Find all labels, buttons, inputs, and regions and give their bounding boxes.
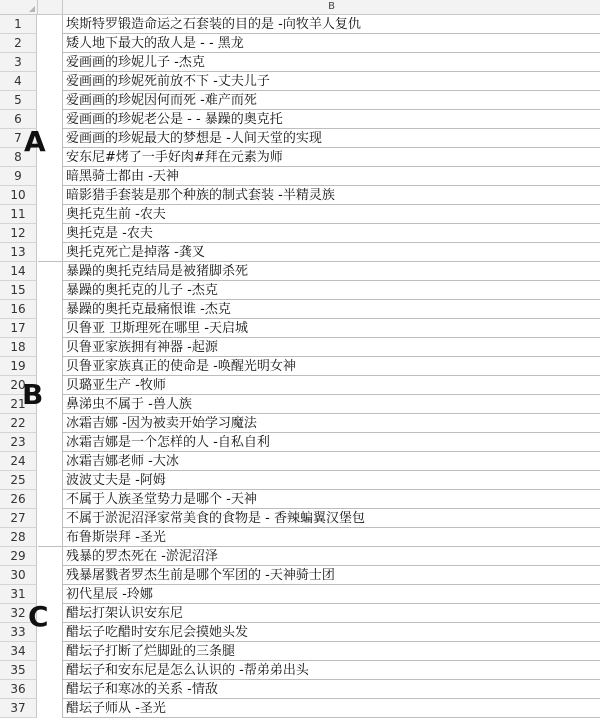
cell-a[interactable]: [38, 262, 63, 281]
cell-b[interactable]: 奥托克是 -农夫: [63, 224, 600, 243]
group-label-b: B: [22, 378, 44, 411]
row-number[interactable]: 22: [0, 414, 37, 433]
cell-a[interactable]: [38, 471, 63, 490]
row-number[interactable]: 31: [0, 585, 37, 604]
cell-a[interactable]: [38, 338, 63, 357]
row-number[interactable]: 20: [0, 376, 37, 395]
row-number[interactable]: 1: [0, 15, 37, 34]
cell-b[interactable]: 暗黑骑士都由 -天神: [63, 167, 600, 186]
cell-b[interactable]: 布鲁斯崇拜 -圣光: [63, 528, 600, 547]
column-header-b[interactable]: B: [328, 1, 335, 12]
row-number[interactable]: 37: [0, 699, 37, 718]
cell-a[interactable]: [38, 642, 63, 661]
cell-b[interactable]: 贝鲁亚家族拥有神器 -起源: [63, 338, 600, 357]
cell-a[interactable]: [38, 357, 63, 376]
row-number[interactable]: 6: [0, 110, 37, 129]
row-number[interactable]: 11: [0, 205, 37, 224]
cell-a[interactable]: [38, 53, 63, 72]
cell-b[interactable]: 不属于人族圣堂势力是哪个 -天神: [63, 490, 600, 509]
cell-b[interactable]: 暴躁的奥托克最痛恨谁 -杰克: [63, 300, 600, 319]
row-number[interactable]: 23: [0, 433, 37, 452]
row-number[interactable]: 28: [0, 528, 37, 547]
row-number[interactable]: 29: [0, 547, 37, 566]
cell-b[interactable]: 暗影猎手套装是那个种族的制式套装 -半精灵族: [63, 186, 600, 205]
cell-b[interactable]: 醋坛子和寒冰的关系 -情敌: [63, 680, 600, 699]
cell-a[interactable]: [38, 528, 63, 547]
cell-a[interactable]: [38, 680, 63, 699]
cell-b[interactable]: 贝鲁亚家族真正的使命是 -唤醒光明女神: [63, 357, 600, 376]
row-number[interactable]: 15: [0, 281, 37, 300]
cell-b[interactable]: 贝璐亚生产 -牧师: [63, 376, 600, 395]
cell-b[interactable]: 爱画画的珍妮老公是 - - 暴躁的奥克托: [63, 110, 600, 129]
cell-b[interactable]: 醋坛子师从 -圣光: [63, 699, 600, 718]
cell-b[interactable]: 不属于淤泥沼泽家常美食的食物是 - 香辣蝙翼汉堡包: [63, 509, 600, 528]
cell-a[interactable]: [38, 452, 63, 471]
row-number[interactable]: 19: [0, 357, 37, 376]
cell-b[interactable]: 冰霜吉娜是一个怎样的人 -自私自利: [63, 433, 600, 452]
cell-b[interactable]: 残暴屠戮者罗杰生前是哪个军团的 -天神骑士团: [63, 566, 600, 585]
row-number[interactable]: 4: [0, 72, 37, 91]
select-all-corner[interactable]: [0, 0, 38, 14]
cell-a[interactable]: [38, 547, 63, 566]
cell-a[interactable]: [38, 319, 63, 338]
row-number[interactable]: 17: [0, 319, 37, 338]
cell-b[interactable]: 醋坛子打断了烂脚趾的三条腿: [63, 642, 600, 661]
row-number[interactable]: 9: [0, 167, 37, 186]
cell-b[interactable]: 冰霜吉娜 -因为被卖开始学习魔法: [63, 414, 600, 433]
row-number[interactable]: 14: [0, 262, 37, 281]
row-number[interactable]: 35: [0, 661, 37, 680]
cell-b[interactable]: 矮人地下最大的敌人是 - - 黑龙: [63, 34, 600, 53]
cell-a[interactable]: [38, 243, 63, 262]
cell-b[interactable]: 奥托克死亡是掉落 -龚叉: [63, 243, 600, 262]
row-number[interactable]: 5: [0, 91, 37, 110]
row-number[interactable]: 33: [0, 623, 37, 642]
row-number[interactable]: 7: [0, 129, 37, 148]
row-number[interactable]: 26: [0, 490, 37, 509]
cell-b[interactable]: 爱画画的珍妮死前放不下 -丈夫儿子: [63, 72, 600, 91]
group-label-c: C: [28, 600, 49, 633]
row-number[interactable]: 34: [0, 642, 37, 661]
cell-b[interactable]: 安东尼#烤了一手好肉#拜在元素为师: [63, 148, 600, 167]
select-all-triangle-icon: [29, 6, 35, 12]
row-number[interactable]: 12: [0, 224, 37, 243]
cell-a[interactable]: [38, 509, 63, 528]
cell-a[interactable]: [38, 34, 63, 53]
cell-a[interactable]: [38, 224, 63, 243]
row-number[interactable]: 18: [0, 338, 37, 357]
cell-b[interactable]: 贝鲁亚 卫斯理死在哪里 -天启城: [63, 319, 600, 338]
cell-b[interactable]: 冰霜吉娜老师 -大冰: [63, 452, 600, 471]
cell-b[interactable]: 醋坛打架认识安东尼: [63, 604, 600, 623]
cell-a[interactable]: [38, 91, 63, 110]
cell-b[interactable]: 醋坛子和安东尼是怎么认识的 -帮弟弟出头: [63, 661, 600, 680]
row-number[interactable]: 8: [0, 148, 37, 167]
cell-a[interactable]: [38, 72, 63, 91]
row-number[interactable]: 30: [0, 566, 37, 585]
cell-b[interactable]: 爱画画的珍妮因何而死 -难产而死: [63, 91, 600, 110]
cell-a[interactable]: [38, 205, 63, 224]
cell-a[interactable]: [38, 186, 63, 205]
cell-b[interactable]: 爱画画的珍妮最大的梦想是 -人间天堂的实现: [63, 129, 600, 148]
cell-b[interactable]: 波波丈夫是 -阿姆: [63, 471, 600, 490]
cell-b[interactable]: 鼻涕虫不属于 -兽人族: [63, 395, 600, 414]
cell-a[interactable]: [38, 281, 63, 300]
cell-a[interactable]: [38, 167, 63, 186]
cell-b[interactable]: 奥托克生前 -农夫: [63, 205, 600, 224]
cell-b[interactable]: 暴躁的奥托克的儿子 -杰克: [63, 281, 600, 300]
cell-b[interactable]: 埃斯特罗锻造命运之石套装的目的是 -向牧羊人复仇: [63, 15, 600, 34]
row-number[interactable]: 27: [0, 509, 37, 528]
merged-cell-border: [38, 546, 64, 547]
cell-a[interactable]: [38, 300, 63, 319]
row-number[interactable]: 32: [0, 604, 37, 623]
cell-b[interactable]: 残暴的罗杰死在 -淤泥沼泽: [63, 547, 600, 566]
group-label-a: A: [24, 125, 46, 158]
cell-a[interactable]: [38, 433, 63, 452]
row-number[interactable]: 24: [0, 452, 37, 471]
row-number[interactable]: 16: [0, 300, 37, 319]
cell-b[interactable]: 爱画画的珍妮儿子 -杰克: [63, 53, 600, 72]
cell-a[interactable]: [38, 661, 63, 680]
cell-b[interactable]: 醋坛子吃醋时安东尼会摸她头发: [63, 623, 600, 642]
cell-a[interactable]: [38, 414, 63, 433]
row-number[interactable]: 2: [0, 34, 37, 53]
cell-a[interactable]: [38, 566, 63, 585]
merged-cell-border: [38, 261, 64, 262]
row-number[interactable]: 21: [0, 395, 37, 414]
row-number[interactable]: 3: [0, 53, 37, 72]
row-number[interactable]: 13: [0, 243, 37, 262]
cell-a[interactable]: [38, 490, 63, 509]
row-number[interactable]: 25: [0, 471, 37, 490]
row-number[interactable]: 10: [0, 186, 37, 205]
column-header-row: [0, 0, 600, 15]
column-header-a[interactable]: [38, 0, 63, 14]
row-number[interactable]: 36: [0, 680, 37, 699]
cell-b[interactable]: 初代星辰 -玲娜: [63, 585, 600, 604]
cell-b[interactable]: 暴躁的奥托克结局是被猪脚杀死: [63, 262, 600, 281]
cell-a[interactable]: [38, 15, 63, 34]
